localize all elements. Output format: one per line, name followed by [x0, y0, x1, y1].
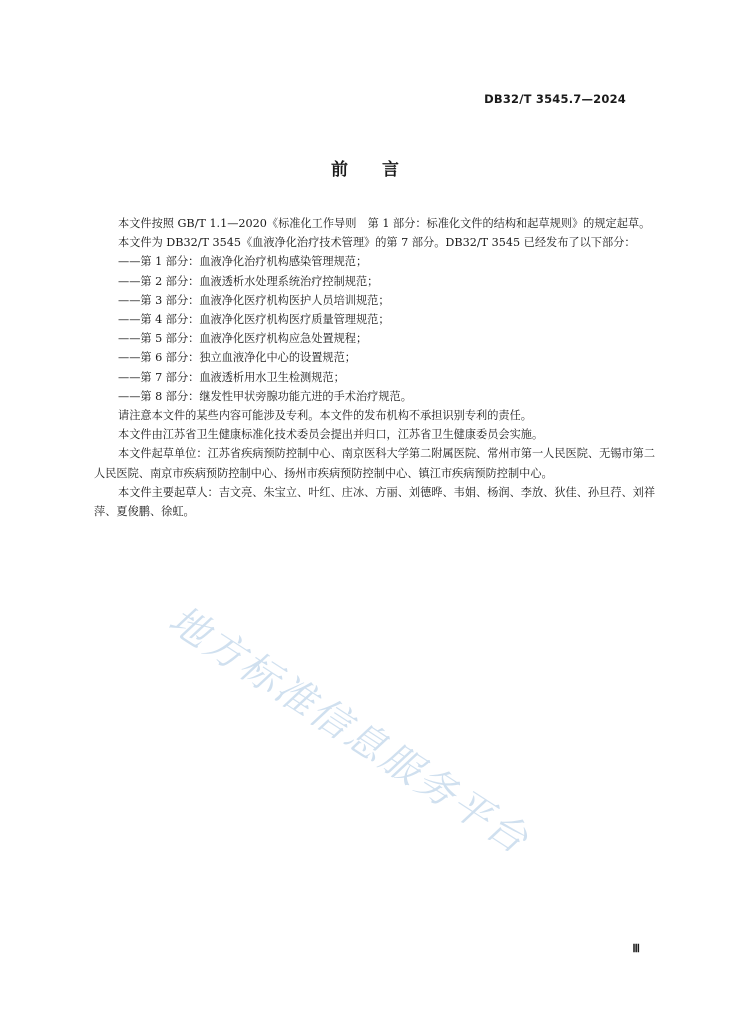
paragraph-drafting-rules: 本文件按照 GB/T 1.1—2020《标准化工作导则 第 1 部分：标准化文件的结构和起草规则》的规定起草。 — [118, 217, 651, 230]
document-code: DB32/T 3545.7—2024 — [484, 92, 626, 106]
watermark-text: 地方标准信息服务平台 — [160, 597, 538, 865]
part-list-item-1: ——第 1 部分：血液净化治疗机构感染管理规范； — [118, 255, 368, 269]
part-list-item-5: ——第 5 部分：血液净化医疗机构应急处置规程； — [118, 332, 368, 346]
page-number: Ⅲ — [632, 943, 640, 955]
paragraph-proposer: 本文件由江苏省卫生健康标准化技术委员会提出并归口，江苏省卫生健康委员会实施。 — [118, 428, 544, 442]
part-list-item-7: ——第 7 部分：血液透析用水卫生检测规范； — [118, 370, 345, 384]
paragraph-series-intro: 本文件为 DB32/T 3545《血液净化治疗技术管理》的第 7 部分。DB32/T 3545 已经发布了以下部分： — [118, 236, 636, 250]
part-list-item-8: ——第 8 部分：继发性甲状旁腺功能亢进的手术治疗规范。 — [118, 389, 412, 403]
paragraph-drafters: 本文件主要起草人：吉文亮、朱宝立、叶红、庄冰、方丽、刘德晔、韦娟、杨润、李放、狄佳、孙旦荇、刘祥萍、夏俊鹏、徐虹。 — [94, 485, 656, 519]
paragraph-drafting-units: 本文件起草单位：江苏省疾病预防控制中心、南京医科大学第二附属医院、常州市第一人民医院、无锡市第二人民医院、南京市疾病预防控制中心、扬州市疾病预防控制中心、镇江市疾病预防控制中心。 — [94, 447, 656, 480]
part-list-item-3: ——第 3 部分：血液净化医疗机构医护人员培训规范； — [118, 293, 390, 307]
document-body — [94, 214, 656, 521]
paragraph-patent-notice: 请注意本文件的某些内容可能涉及专利。本文件的发布机构不承担识别专利的责任。 — [118, 409, 532, 423]
part-list-item-6: ——第 6 部分：独立血液净化中心的设置规范； — [118, 351, 356, 365]
part-list-item-4: ——第 4 部分：血液净化医疗机构医疗质量管理规范； — [118, 313, 390, 327]
part-list-item-2: ——第 2 部分：血液透析水处理系统治疗控制规范； — [118, 274, 379, 288]
page-title: 前言 — [331, 160, 433, 180]
